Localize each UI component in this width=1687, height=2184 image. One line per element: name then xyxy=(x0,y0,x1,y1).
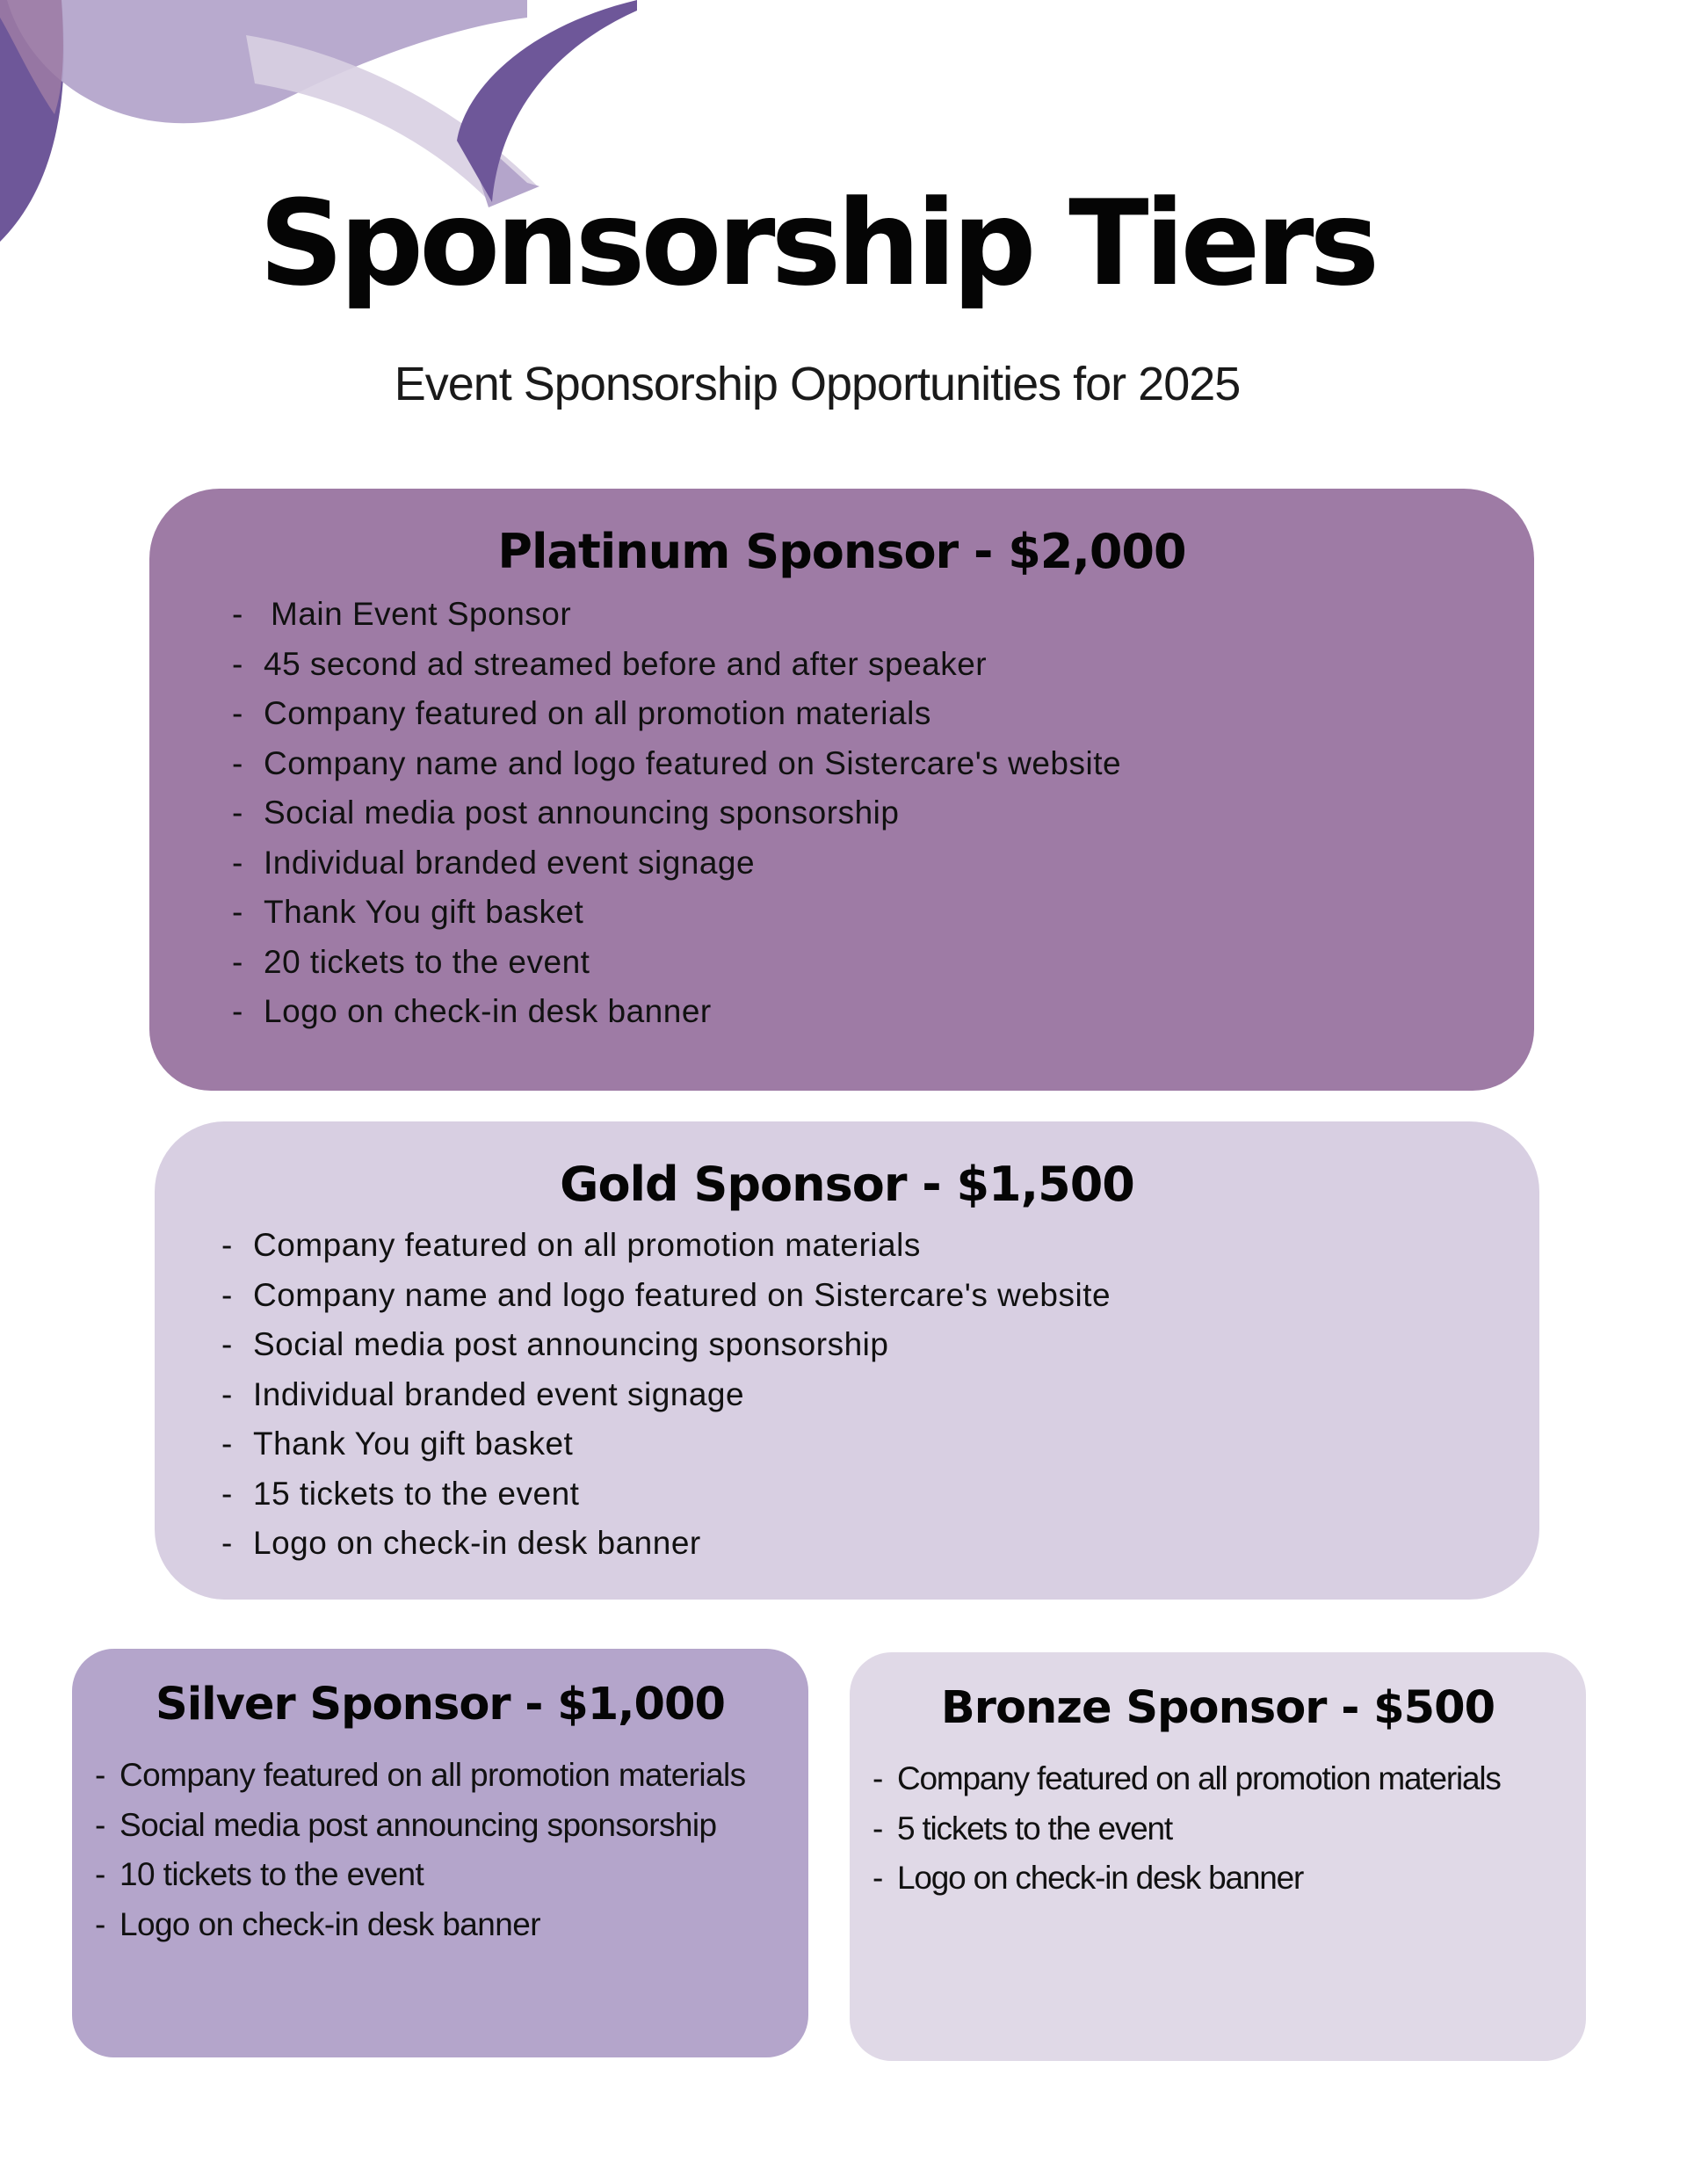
tier-heading: Bronze Sponsor - $500 xyxy=(940,1682,1495,1734)
tier-heading: Silver Sponsor - $1,000 xyxy=(155,1679,726,1731)
benefit-item: - Social media post announcing sponsorship xyxy=(232,788,1534,838)
benefit-item: - Company featured on all promotion materials xyxy=(95,1751,808,1801)
benefit-item: - Individual branded event signage xyxy=(221,1370,1539,1420)
benefit-item: - Main Event Sponsor xyxy=(232,590,1534,640)
benefit-list xyxy=(221,1221,1539,1569)
tier-card-silver xyxy=(72,1649,808,2057)
tier-heading: Platinum Sponsor - $2,000 xyxy=(497,524,1186,579)
benefit-list xyxy=(95,1751,808,1949)
tier-heading: Gold Sponsor - $1,500 xyxy=(560,1157,1134,1212)
benefit-item: - Company name and logo featured on Sistercare's website xyxy=(232,739,1534,789)
benefit-item: - Company featured on all promotion materials xyxy=(232,689,1534,739)
benefit-item: - 20 tickets to the event xyxy=(232,938,1534,988)
page-title: Sponsorship Tiers xyxy=(258,175,1376,312)
benefit-item: - 45 second ad streamed before and after speaker xyxy=(232,640,1534,690)
benefit-item: - Thank You gift basket xyxy=(221,1419,1539,1469)
benefit-item: - Thank You gift basket xyxy=(232,888,1534,938)
arc-dark-right xyxy=(457,0,637,202)
benefit-item: - Logo on check-in desk banner xyxy=(221,1519,1539,1569)
page-subtitle: Event Sponsorship Opportunities for 2025 xyxy=(394,358,1241,410)
tier-card-gold xyxy=(155,1121,1539,1600)
tier-card-platinum xyxy=(149,489,1534,1091)
benefit-item: - Logo on check-in desk banner xyxy=(232,987,1534,1037)
benefit-item: - Social media post announcing sponsorship xyxy=(221,1320,1539,1370)
benefit-list xyxy=(232,590,1534,1037)
benefit-item: - Logo on check-in desk banner xyxy=(95,1900,808,1950)
benefit-item: - Company featured on all promotion materials xyxy=(221,1221,1539,1271)
benefit-item: - Company featured on all promotion materials xyxy=(872,1754,1586,1804)
benefit-item: - 10 tickets to the event xyxy=(95,1850,808,1900)
benefit-item: - 5 tickets to the event xyxy=(872,1804,1586,1854)
benefit-list xyxy=(872,1754,1586,1904)
benefit-item: - Logo on check-in desk banner xyxy=(872,1854,1586,1904)
benefit-item: - Social media post announcing sponsorship xyxy=(95,1801,808,1851)
benefit-item: - 15 tickets to the event xyxy=(221,1469,1539,1520)
benefit-item: - Company name and logo featured on Sistercare's website xyxy=(221,1271,1539,1321)
tier-card-bronze xyxy=(850,1652,1586,2061)
benefit-item: - Individual branded event signage xyxy=(232,838,1534,889)
